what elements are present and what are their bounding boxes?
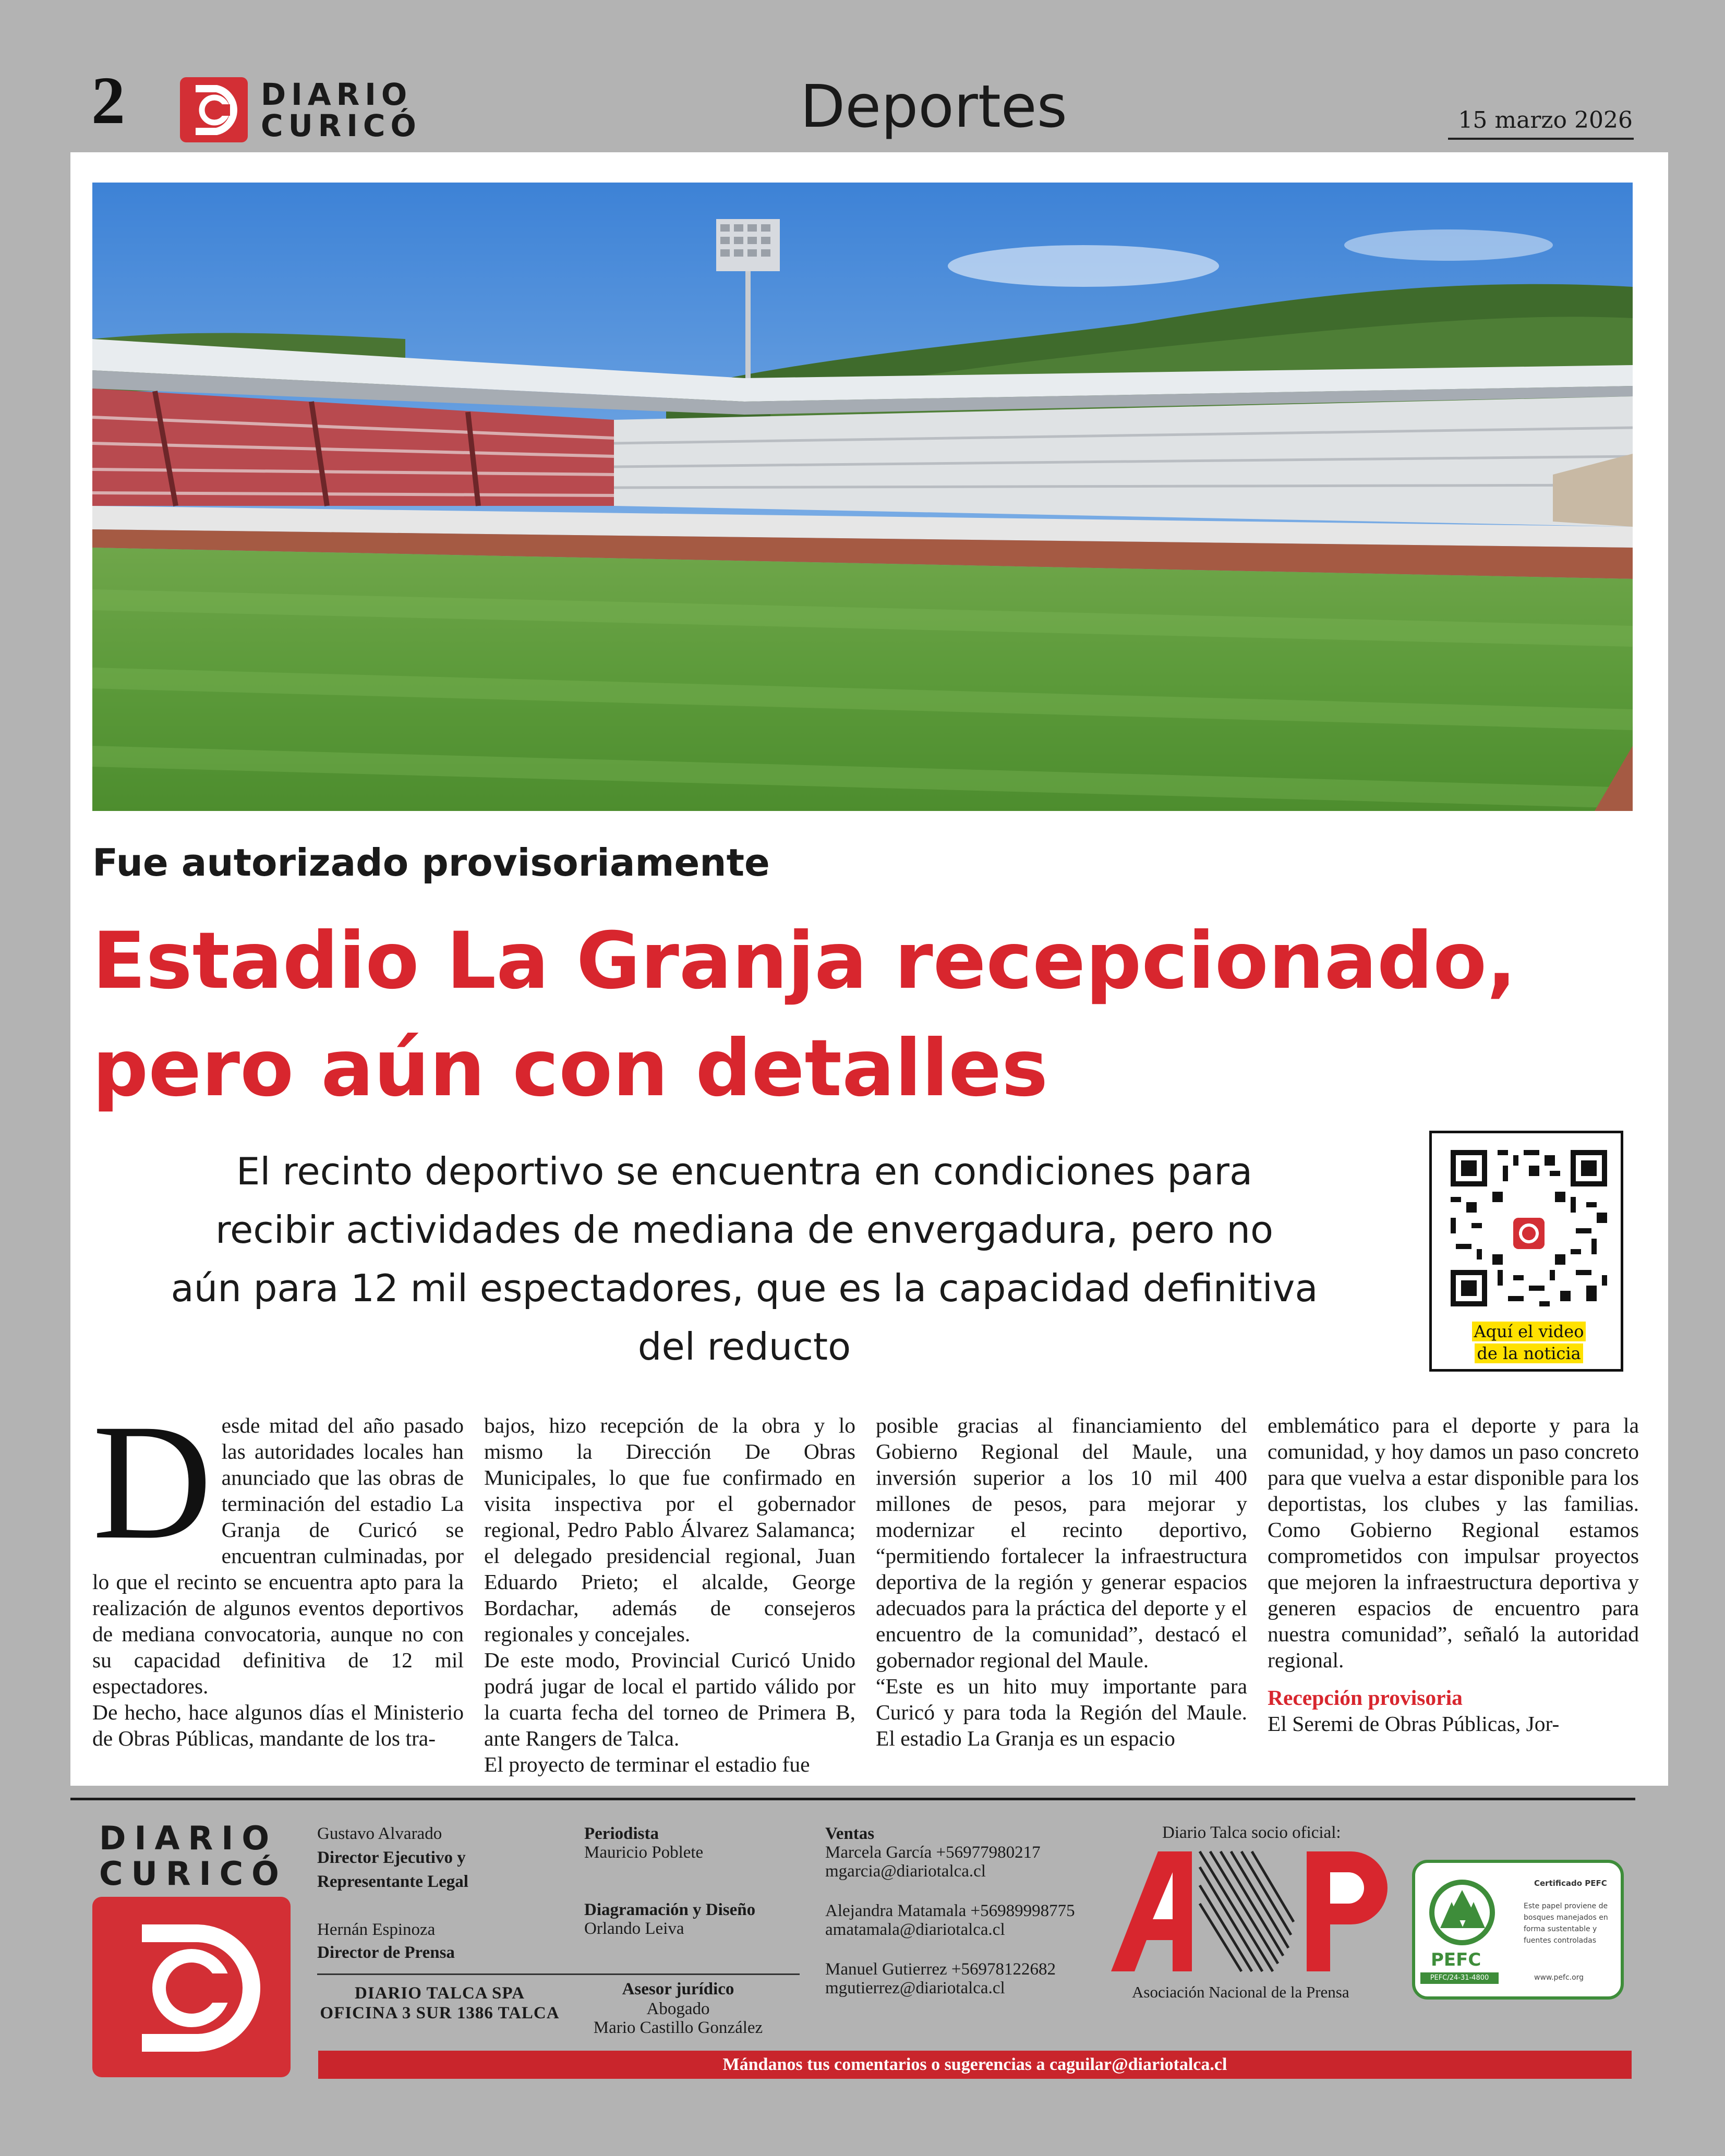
- staff-name: Hernán Espinoza: [317, 1920, 436, 1939]
- headline-line-2: pero aún con detalles: [92, 1023, 1048, 1114]
- credit-name: Mario Castillo González: [593, 2018, 763, 2037]
- staff-role: Director de Prensa: [317, 1943, 455, 1962]
- deck-line-4: del reducto: [637, 1325, 851, 1368]
- paragraph: bajos, hizo recepción de la obra y lo mismo la Dirección De Obras Municipales, lo que fue confirmado en visita inspectiva por el gobernador regional, Pedro Pablo Álvarez Salamanca; el delegado presidencial regional, Juan Eduardo Prieto; el alcalde, George Bordachar, además de consejeros regionales y concejales.: [484, 1413, 855, 1646]
- pefc-text-line: forma sustentable y: [1524, 1925, 1597, 1933]
- paragraph: De hecho, hace algunos días el Ministerio de Obras Públicas, mandante de los tra-: [92, 1700, 464, 1750]
- body-column-3: [876, 1412, 1247, 1751]
- footer-logo-icon: [92, 1897, 291, 2077]
- body-column-2: [484, 1412, 855, 1777]
- issue-date: 15 marzo 2026: [1458, 107, 1633, 134]
- sales-phone: Alejandra Matamala +56989998775: [825, 1901, 1075, 1920]
- pefc-text: [1524, 1900, 1608, 1946]
- headline-line-1: Estadio La Granja recepcionado,: [92, 916, 1517, 1007]
- company-address: OFICINA 3 SUR 1386 TALCA: [320, 2004, 560, 2022]
- qr-caption-line-2: de la noticia: [1475, 1343, 1583, 1363]
- sales-email[interactable]: mgutierrez@diariotalca.cl: [825, 1979, 1005, 1997]
- sales-phone: Marcela García +56977980217: [825, 1843, 1041, 1862]
- pefc-certificate: [1412, 1860, 1624, 2000]
- pefc-url: www.pefc.org: [1534, 1973, 1584, 1982]
- paragraph: El Seremi de Obras Públicas, Jor-: [1268, 1712, 1560, 1736]
- section-title: Deportes: [800, 73, 1067, 141]
- sales-email[interactable]: amatamala@diariotalca.cl: [825, 1920, 1005, 1939]
- deck-line-1: El recinto deportivo se encuentra en condiciones para: [236, 1149, 1253, 1193]
- anp-logo-icon: [1106, 1846, 1398, 1977]
- sales-phone: Manuel Gutierrez +56978122682: [825, 1960, 1056, 1979]
- paragraph: posible gracias al financiamiento del Gobierno Regional del Maule, una inversión superior a los 10 mil 400 millones de pesos, para mejorar y modernizar el recinto deportivo, “permitiendo fortalecer la infraestructura deportiva de la región y generar espacios adecuados para la práctica del deporte y el encuentro de la comunidad”, destacó el gobernador regional del Maule.: [876, 1413, 1247, 1672]
- pefc-label: PEFC: [1431, 1949, 1481, 1970]
- article-kicker: Fue autorizado provisoriamente: [92, 841, 770, 885]
- page-number: 2: [91, 63, 125, 138]
- subheading: Recepción provisoria: [1268, 1686, 1463, 1710]
- staff-role: Representante Legal: [317, 1872, 468, 1891]
- stadium-photo: [92, 183, 1633, 811]
- pefc-code: PEFC/24-31-4800: [1420, 1972, 1499, 1984]
- paragraph: emblemático para el deporte y para la comunidad, y hoy damos un paso concreto para que vuelva a estar disponible para los deportistas, los clubes y las familias. Como Gobierno Regional estamos comprometidos con impulsar proyectos que mejoren la infraestructura deportiva y generen espacios de encuentro para nuestra comunidad”, señaló la autoridad regional.: [1268, 1413, 1639, 1672]
- partner-label: Diario Talca socio oficial:: [1162, 1823, 1341, 1842]
- paragraph: El proyecto de terminar el estadio fue: [484, 1752, 810, 1776]
- drop-cap: D: [92, 1390, 212, 1573]
- pefc-text-line: bosques manejados en: [1524, 1913, 1608, 1922]
- date-underline: [1448, 138, 1634, 140]
- pefc-title: Certificado PEFC: [1534, 1879, 1607, 1888]
- footer-brand-line1: DIARIO: [99, 1819, 278, 1857]
- credit-name: Orlando Leiva: [584, 1919, 684, 1938]
- credit-title: Abogado: [646, 2000, 710, 2018]
- pefc-text-line: Este papel proviene de: [1524, 1902, 1608, 1910]
- body-column-4: [1268, 1412, 1639, 1737]
- sales-label: Ventas: [825, 1824, 875, 1843]
- company-name: DIARIO TALCA SPA: [355, 1984, 525, 2003]
- staff-name: Gustavo Alvarado: [317, 1824, 442, 1843]
- footer-brand-line2: CURICÓ: [99, 1855, 287, 1893]
- article-headline: [92, 907, 1652, 1122]
- qr-caption-line-1: Aquí el video: [1472, 1322, 1586, 1341]
- qr-code-icon: [1445, 1145, 1612, 1312]
- brand-name-line1: DIARIO: [261, 77, 413, 112]
- paragraph: “Este es un hito muy importante para Curicó y para toda la Región del Maule. El estadio La Granja es un espacio: [876, 1674, 1247, 1750]
- footer-divider: [317, 1973, 800, 1975]
- deck-line-2: recibir actividades de mediana de envergadura, pero no: [215, 1208, 1274, 1252]
- deck-line-3: aún para 12 mil espectadores, que es la capacidad definitiva: [171, 1266, 1318, 1310]
- pefc-text-line: fuentes controladas: [1524, 1936, 1597, 1945]
- comments-text[interactable]: Mándanos tus comentarios o sugerencias a caguilar@diariotalca.cl: [722, 2055, 1227, 2074]
- credit-label: Periodista: [584, 1824, 659, 1843]
- credit-label: Asesor jurídico: [622, 1980, 734, 1998]
- qr-caption: [1471, 1321, 1587, 1364]
- paragraph: De este modo, Provincial Curicó Unido podrá jugar de local el partido válido por la cuarta fecha del torneo de Primera B, ante Rangers de Talca.: [484, 1648, 855, 1750]
- paragraph: esde mitad del año pasado las autoridades locales han anunciado que las obras de terminación del estadio La Granja de Curicó se encuentran culminadas, por lo que el recinto se encuentra apto para la realización de algunos eventos deportivos de mediana convocatoria, aunque no con su capacidad definitiva de 12 mil espectadores.: [92, 1413, 464, 1698]
- credit-name: Mauricio Poblete: [584, 1843, 704, 1862]
- staff-role: Director Ejecutivo y: [317, 1848, 466, 1867]
- credit-label: Diagramación y Diseño: [584, 1900, 756, 1919]
- footer-rule: [70, 1798, 1635, 1800]
- sales-email[interactable]: mgarcia@diariotalca.cl: [825, 1862, 986, 1881]
- brand-name-line2: CURICÓ: [261, 108, 421, 143]
- article-deck: [92, 1142, 1396, 1376]
- pefc-tree-icon: [1426, 1879, 1499, 1946]
- body-column-1: [92, 1390, 464, 1751]
- anp-name: Asociación Nacional de la Prensa: [1132, 1983, 1349, 2001]
